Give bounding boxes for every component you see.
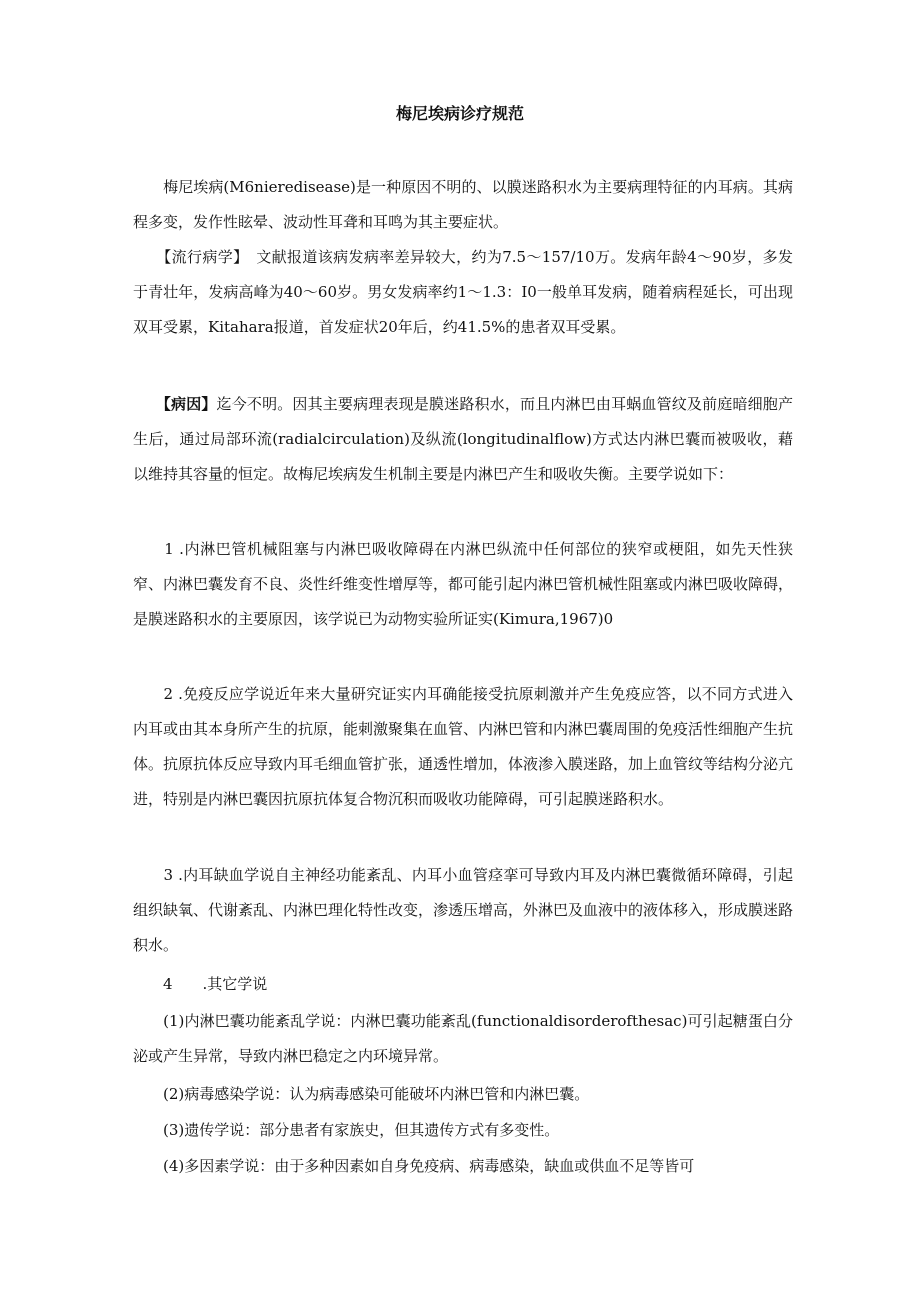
- paragraph-theory-4-2: (2)病毒感染学说：认为病毒感染可能破坏内淋巴管和内淋巴囊。: [133, 1085, 590, 1103]
- paragraph-theory-4-3: (3)遗传学说：部分患者有家族史，但其遗传方式有多变性。: [133, 1121, 560, 1139]
- paragraph-theory-4-1: (1)内淋巴囊功能紊乱学说：内淋巴囊功能紊乱(functionaldisorderofthesac)可引起糖蛋白分泌或产生异常，导致内淋巴稳定之内环境异常。: [133, 1012, 793, 1065]
- etiology-text: 迄今不明。因其主要病理表现是膜迷路积水，而且内淋巴由耳蜗血管纹及前庭暗细胞产生后，通过局部环流(radialcirculation)及纵流(longitudinalflow)方式达内淋巴囊而被吸收，藉以维持其容量的恒定。故梅尼埃病发生机制主要是内淋巴产生和吸收失衡。主要学说如下：: [133, 395, 793, 483]
- paragraph-theory-4: 4 .其它学说: [133, 975, 268, 993]
- paragraph-theory-3: 3 .内耳缺血学说自主神经功能紊乱、内耳小血管痉挛可导致内耳及内淋巴囊微循环障碍，引起组织缺氧、代谢紊乱、内淋巴理化特性改变，渗透压增高，外淋巴及血液中的液体移入，形成膜迷路积水。: [133, 866, 794, 954]
- paragraph-theory-1: 1 .内淋巴管机械阻塞与内淋巴吸收障碍在内淋巴纵流中任何部位的狭窄或梗阻，如先天性狭窄、内淋巴囊发育不良、炎性纤维变性增厚等，都可能引起内淋巴管机械性阻塞或内淋巴吸收障碍，是膜迷路积水的主要原因，该学说已为动物实验所证实(Kimura,1967)0: [133, 540, 794, 628]
- paragraph-epidemiology: 【流行病学】 文献报道该病发病率差异较大，约为7.5～157/10万。发病年龄4～90岁，多发于青壮年，发病高峰为40～60岁。男女发病率约1～1.3：I0一般单耳发病，随着病程延长，可出现双耳受累，Kitahara报道，首发症状20年后，约41.5%的患者双耳受累。: [133, 248, 793, 336]
- paragraph-theory-4-4: (4)多因素学说：由于多种因素如自身免疫病、病毒感染，缺血或供血不足等皆可: [133, 1157, 695, 1175]
- paragraph-intro: 梅尼埃病(M6nieredisease)是一种原因不明的、以膜迷路积水为主要病理特征的内耳病。其病程多变，发作性眩晕、波动性耳聋和耳鸣为其主要症状。: [133, 178, 793, 231]
- etiology-heading: 【病因】: [133, 395, 217, 413]
- page-title: 梅尼埃病诊疗规范: [395, 104, 524, 123]
- paragraph-etiology: [133, 387, 793, 492]
- paragraph-theory-2: 2 .免疫反应学说近年来大量研究证实内耳确能接受抗原刺激并产生免疫应答，以不同方式进入内耳或由其本身所产生的抗原，能刺激聚集在血管、内淋巴管和内淋巴囊周围的免疫活性细胞产生抗体。抗原抗体反应导致内耳毛细血管扩张，通透性增加，体液渗入膜迷路，加上血管纹等结构分泌亢进，特别是内淋巴囊因抗原抗体复合物沉积而吸收功能障碍，可引起膜迷路积水。: [133, 685, 794, 808]
